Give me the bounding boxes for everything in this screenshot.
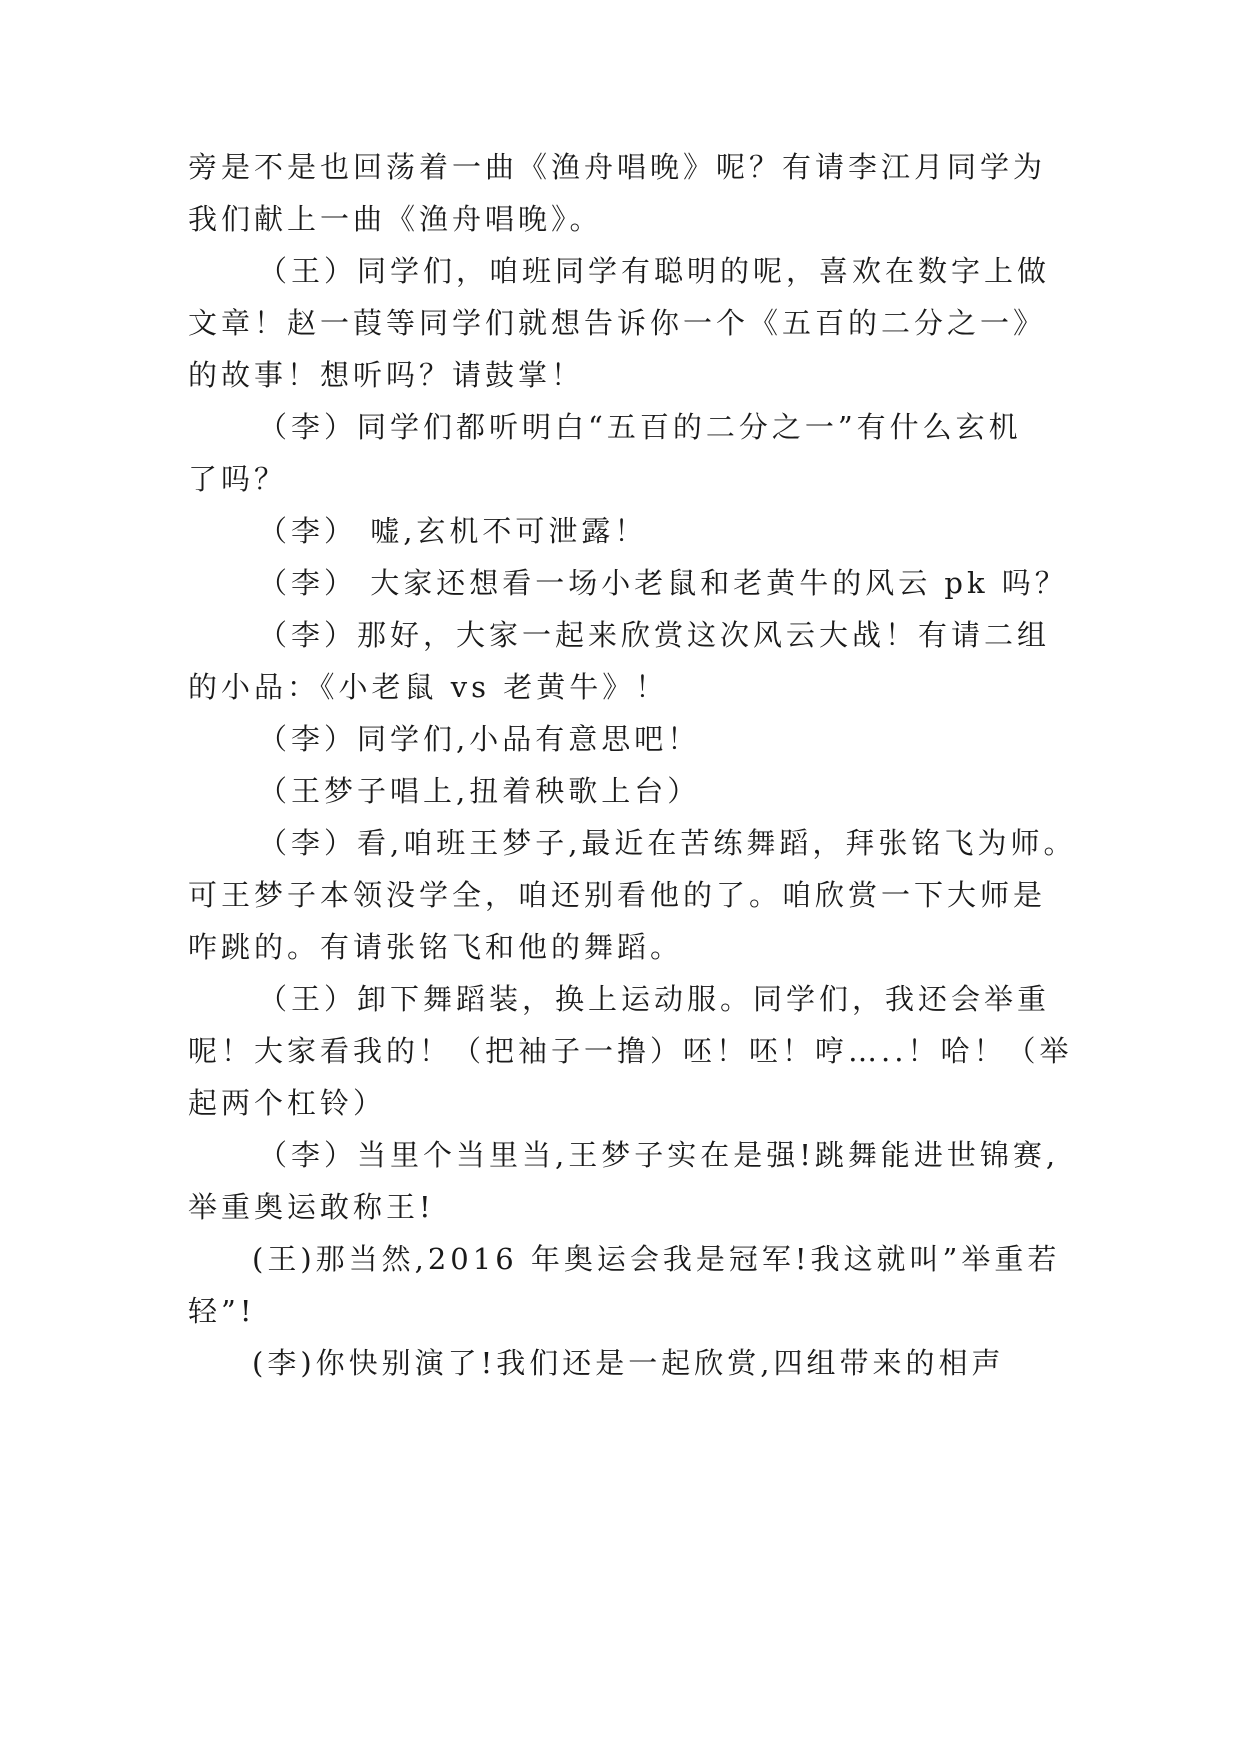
text-line: 的小品：《小老鼠 vs 老黄牛》！ [188, 670, 669, 704]
text-line: （李） 嘘,玄机不可泄露！ [258, 514, 648, 548]
text-line: 文章！赵一葭等同学们就想告诉你一个《五百的二分之一》 [188, 306, 1047, 340]
text-line: 旁是不是也回荡着一曲《渔舟唱晚》呢？有请李江月同学为 [188, 150, 1047, 184]
text-line: （李） 大家还想看一场小老鼠和老黄牛的风云 pk 吗？ [258, 566, 1068, 600]
text-line: (王)那当然,2016 年奥运会我是冠军!我这就叫”举重若 [252, 1242, 1061, 1276]
text-line: 举重奥运敢称王! [188, 1190, 435, 1224]
text-line: （李）同学们,小品有意思吧！ [258, 722, 701, 756]
text-line: 起两个杠铃） [188, 1086, 387, 1120]
text-line: (李)你快别演了!我们还是一起欣赏,四组带来的相声 [252, 1346, 1005, 1380]
text-line: 可王梦子本领没学全，咱还别看他的了。咱欣赏一下大师是 [188, 878, 1047, 912]
text-line: 了吗？ [188, 462, 288, 496]
text-line: （李）看,咱班王梦子,最近在苦练舞蹈，拜张铭飞为师。 [258, 826, 1077, 860]
text-line: （李）当里个当里当,王梦子实在是强!跳舞能进世锦赛, [258, 1138, 1060, 1172]
text-line: 的故事！想听吗？请鼓掌！ [188, 358, 585, 392]
text-line: 呢！大家看我的！（把袖子一撸）呸！呸！哼…..！哈！（举 [188, 1034, 1073, 1068]
text-line: 轻”! [188, 1294, 256, 1328]
text-line: 咋跳的。有请张铭飞和他的舞蹈。 [188, 930, 684, 964]
text-line: （王）卸下舞蹈装，换上运动服。同学们，我还会举重 [258, 982, 1051, 1016]
text-line: （李）那好，大家一起来欣赏这次风云大战！有请二组 [258, 618, 1051, 652]
text-line: （王）同学们，咱班同学有聪明的呢，喜欢在数字上做 [258, 254, 1051, 288]
text-line: 我们献上一曲《渔舟唱晚》。 [188, 202, 603, 236]
text-line: （李）同学们都听明白“五百的二分之一”有什么玄机 [258, 410, 1022, 444]
text-line: （王梦子唱上,扭着秧歌上台） [258, 774, 701, 808]
